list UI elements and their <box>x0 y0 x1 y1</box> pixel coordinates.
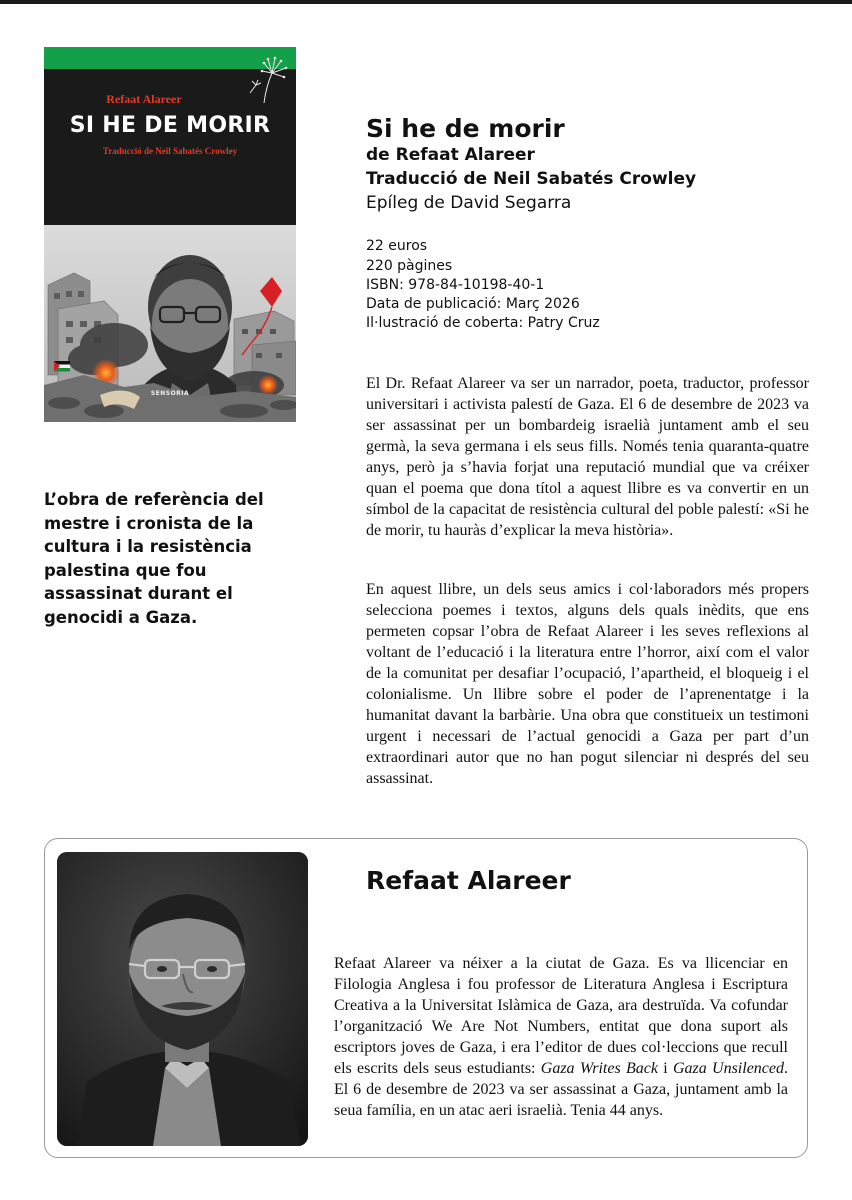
cover-title: SI HE DE MORIR <box>69 113 271 138</box>
author-name: Refaat Alareer <box>366 866 571 895</box>
book-title: Si he de morir <box>366 114 565 143</box>
top-border <box>0 0 852 4</box>
author-photo <box>57 852 308 1146</box>
book-publication-date: Data de publicació: Març 2026 <box>366 296 580 312</box>
book-isbn: ISBN: 978-84-10198-40-1 <box>366 277 545 293</box>
description-paragraph-1: El Dr. Refaat Alareer va ser un narrador, poeta, traductor, professor universitari i activista palestí de Gaza. El 6 de desembre de 2023 va ser assassinat per un bombardeig israelià juntament amb el seu germà, la seva germana i els seus fills. Només tenia quaranta-quatre anys, però ja s’havia forjat una reputació mundial que va créixer quan el poema que dona títol a aquest llibre es va convertir en un símbol de la capacitat de resistència cultural del poble palestí: «Si he de morir, tu hauràs d’explicar la meva història». <box>366 375 809 539</box>
book-author-line: de Refaat Alareer <box>366 145 535 165</box>
cover-publisher-logo: SENSORIA <box>150 390 190 397</box>
dandelion-icon <box>242 53 292 105</box>
author-bio <box>334 953 788 1121</box>
author-bio-and: i <box>657 1060 673 1077</box>
book-cover-illustration: Il·lustració de coberta: Patry Cruz <box>366 315 600 331</box>
book-epilogue-line: Epíleg de David Segarra <box>366 193 572 213</box>
cover-author: Refaat Alareer <box>106 92 182 106</box>
book-cover <box>44 47 296 422</box>
author-bio-book-1: Gaza Writes Back <box>540 1060 658 1077</box>
cover-translator: Traducció de Neil Sabatés Crowley <box>102 146 238 156</box>
book-pages: 220 pàgines <box>366 258 453 274</box>
author-bio-book-2: Gaza Unsilenced <box>672 1060 784 1077</box>
tagline: L’obra de referència del mestre i cronista de la cultura i la resistència palestina que fou assassinat durant el genocidi a Gaza. <box>44 490 264 627</box>
description-paragraph-2: En aquest llibre, un dels seus amics i col·laboradors més propers selecciona poemes i textos, alguns dels quals inèdits, que ens permeten copsar l’obra de Refaat Alareer i les seves reflexions al voltant de l’educació i la literatura entre l’horror, així com el valor de la comunitat per desafiar l’ocupació, l’apartheid, el bloqueig i el colonialisme. Un llibre sobre el poder de l’aprenentatge i la humanitat davant la barbàrie. Una obra que constitueix un testimoni urgent i necessari de l’actual genocidi a Gaza per part d’un extraordinari autor que no han pogut silenciar ni després del seu assassinat. <box>366 581 809 787</box>
author-bio-text-1: Refaat Alareer va néixer a la ciutat de Gaza. Es va llicenciar en Filologia Anglesa i fou professor de Literatura Anglesa i Escriptura Creativa a la Universitat Islàmica de Gaza, ara destruïda. Va cofundar l’organització We Are Not Numbers, entitat que dona suport als escriptors joves de Gaza, i era l’editor de dues col·leccions que recull els escrits dels seus estudiants: <box>334 955 788 1077</box>
book-price: 22 euros <box>366 238 428 254</box>
author-bio-text-2: . El 6 de desembre de 2023 va ser assassinat a Gaza, juntament amb la seua família, en un atac aeri israelià. Tenia 44 anys. <box>334 1060 788 1119</box>
book-translator-line: Traducció de Neil Sabatés Crowley <box>366 169 697 189</box>
